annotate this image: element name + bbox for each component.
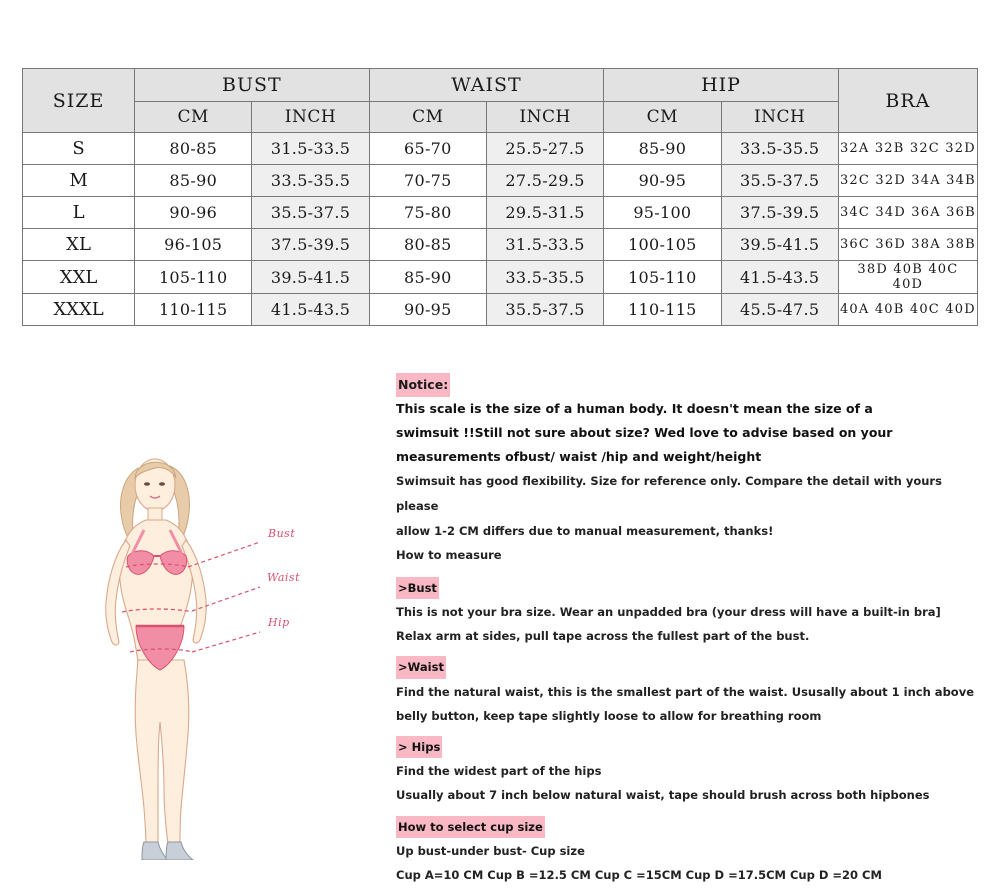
- cell-bust-cm: 96-105: [135, 229, 252, 261]
- table-row: [23, 165, 978, 197]
- figure-label-waist: Waist: [267, 571, 300, 584]
- cell-waist-cm: 80-85: [369, 229, 486, 261]
- waist-label-row: [396, 648, 976, 679]
- header-bra: BRA: [838, 69, 977, 133]
- table-row: [23, 229, 978, 261]
- cell-bra: 38D 40B 40C 40D: [838, 261, 977, 294]
- cell-hip-inch: 35.5-37.5: [721, 165, 838, 197]
- table-header-row-main: [23, 69, 978, 102]
- waist-section-label: >Waist: [396, 656, 446, 678]
- cell-waist-cm: 65-70: [369, 133, 486, 165]
- cell-bust-inch: 33.5-35.5: [252, 165, 369, 197]
- lower-section: [0, 355, 1000, 895]
- cell-waist-inch: 27.5-29.5: [486, 165, 603, 197]
- cell-waist-inch: 33.5-35.5: [486, 261, 603, 294]
- cell-waist-cm: 70-75: [369, 165, 486, 197]
- cell-waist-inch: 25.5-27.5: [486, 133, 603, 165]
- how-to-measure-heading: How to measure: [396, 548, 502, 563]
- cell-bust-cm: 105-110: [135, 261, 252, 294]
- hips-section-label: > Hips: [396, 736, 442, 758]
- notice-body-line-3: measurements ofbust/ waist /hip and weight/height: [396, 448, 762, 464]
- cell-size: XXXL: [23, 294, 135, 326]
- size-chart-table: [22, 68, 978, 326]
- cell-size: L: [23, 197, 135, 229]
- header-hip: HIP: [604, 69, 839, 102]
- cup-title-row: [396, 808, 976, 839]
- bust-line-2: Relax arm at sides, pull tape across the fullest part of the bust.: [396, 629, 810, 644]
- cell-hip-cm: 110-115: [604, 294, 721, 326]
- hips-line-1: Find the widest part of the hips: [396, 764, 602, 779]
- cell-bust-inch: 35.5-37.5: [252, 197, 369, 229]
- cell-bust-cm: 110-115: [135, 294, 252, 326]
- figure-label-hip: Hip: [268, 616, 290, 629]
- cell-waist-inch: 31.5-33.5: [486, 229, 603, 261]
- hips-line-2: Usually about 7 inch below natural waist, tape should brush across both hipbones: [396, 788, 930, 803]
- cell-bust-cm: 90-96: [135, 197, 252, 229]
- table-row: [23, 133, 978, 165]
- notice-body-line-2: swimsuit !!Still not sure about size? Wed love to advise based on your: [396, 425, 893, 441]
- table-row: [23, 197, 978, 229]
- header-waist: WAIST: [369, 69, 604, 102]
- cell-bust-cm: 85-90: [135, 165, 252, 197]
- header-size: SIZE: [23, 69, 135, 133]
- cup-line-2: Cup A=10 CM Cup B =12.5 CM Cup C =15CM Cup D =17.5CM Cup D =20 CM: [396, 868, 882, 883]
- cell-hip-cm: 90-95: [604, 165, 721, 197]
- cell-bra: 32A 32B 32C 32D: [838, 133, 977, 165]
- cell-bra: 32C 32D 34A 34B: [838, 165, 977, 197]
- cup-size-title: How to select cup size: [396, 816, 545, 838]
- table-row: [23, 261, 978, 294]
- instructions-panel: [396, 373, 976, 887]
- hips-label-row: [396, 728, 976, 759]
- cell-size: XL: [23, 229, 135, 261]
- header-bust: BUST: [135, 69, 370, 102]
- header-bust-cm: CM: [135, 102, 252, 133]
- notice-body-line-1: This scale is the size of a human body. It doesn't mean the size of a: [396, 401, 873, 417]
- notice-title: Notice:: [396, 373, 450, 397]
- cell-bra: 34C 34D 36A 36B: [838, 197, 977, 229]
- cell-bra: 40A 40B 40C 40D: [838, 294, 977, 326]
- female-body-figure-svg: [60, 430, 380, 860]
- header-hip-inch: INCH: [721, 102, 838, 133]
- cell-waist-inch: 29.5-31.5: [486, 197, 603, 229]
- body-figure-illustration: [60, 430, 380, 860]
- cell-bust-inch: 41.5-43.5: [252, 294, 369, 326]
- header-waist-inch: INCH: [486, 102, 603, 133]
- cell-hip-cm: 105-110: [604, 261, 721, 294]
- cell-hip-cm: 85-90: [604, 133, 721, 165]
- waist-line-1: Find the natural waist, this is the smallest part of the waist. Ususally about 1 inch above: [396, 684, 974, 699]
- size-chart-table-wrapper: [22, 68, 978, 326]
- cup-line-1: Up bust-under bust- Cup size: [396, 844, 585, 858]
- header-hip-cm: CM: [604, 102, 721, 133]
- cell-size: M: [23, 165, 135, 197]
- cell-hip-inch: 41.5-43.5: [721, 261, 838, 294]
- cell-hip-inch: 45.5-47.5: [721, 294, 838, 326]
- header-waist-cm: CM: [369, 102, 486, 133]
- cell-hip-cm: 100-105: [604, 229, 721, 261]
- cell-size: XXL: [23, 261, 135, 294]
- cell-waist-inch: 35.5-37.5: [486, 294, 603, 326]
- cell-hip-cm: 95-100: [604, 197, 721, 229]
- bust-line-1: This is not your bra size. Wear an unpadded bra (your dress will have a built-in bra]: [396, 605, 941, 620]
- cell-hip-inch: 33.5-35.5: [721, 133, 838, 165]
- cell-hip-inch: 37.5-39.5: [721, 197, 838, 229]
- cell-bust-inch: 39.5-41.5: [252, 261, 369, 294]
- bust-label-row: [396, 569, 976, 600]
- cell-bust-inch: 37.5-39.5: [252, 229, 369, 261]
- cell-waist-cm: 75-80: [369, 197, 486, 229]
- figure-label-bust: Bust: [268, 527, 296, 540]
- table-row: [23, 294, 978, 326]
- bust-section-label: >Bust: [396, 577, 439, 599]
- cell-size: S: [23, 133, 135, 165]
- cell-hip-inch: 39.5-41.5: [721, 229, 838, 261]
- cell-waist-cm: 90-95: [369, 294, 486, 326]
- cell-bra: 36C 36D 38A 38B: [838, 229, 977, 261]
- waist-line-2: belly button, keep tape slightly loose to allow for breathing room: [396, 708, 822, 723]
- cell-bust-cm: 80-85: [135, 133, 252, 165]
- cell-bust-inch: 31.5-33.5: [252, 133, 369, 165]
- header-bust-inch: INCH: [252, 102, 369, 133]
- cell-waist-cm: 85-90: [369, 261, 486, 294]
- flexibility-line-1: Swimsuit has good flexibility. Size for reference only. Compare the detail with yours please: [396, 473, 942, 513]
- notice-title-row: [396, 373, 976, 397]
- flexibility-line-2: allow 1-2 CM differs due to manual measurement, thanks!: [396, 524, 774, 539]
- table-header-row-sub: [23, 102, 978, 133]
